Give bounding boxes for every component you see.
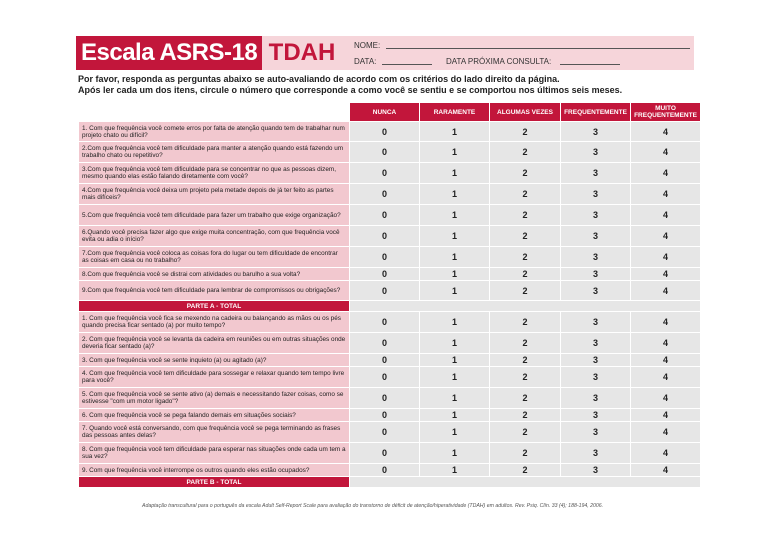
- answer-option[interactable]: 4: [631, 226, 701, 247]
- question-text: 4. Com que frequência você tem dificuldade para sossegar e relaxar quando tem tempo livre para você?: [79, 367, 350, 388]
- tdah-label: TDAH: [262, 36, 342, 70]
- question-row: [79, 388, 701, 409]
- answer-option[interactable]: 3: [561, 422, 631, 443]
- answer-option[interactable]: 4: [631, 409, 701, 422]
- answer-option[interactable]: 2: [490, 367, 561, 388]
- answer-option[interactable]: 4: [631, 422, 701, 443]
- total-row: [79, 301, 701, 312]
- question-text: 1. Com que frequência você fica se mexendo na cadeira ou balançando as mãos ou os pés quando precisa ficar sentado (a) por muito tempo?: [79, 312, 350, 333]
- question-row: [79, 142, 701, 163]
- answer-option[interactable]: 1: [420, 354, 490, 367]
- answer-option[interactable]: 3: [561, 312, 631, 333]
- question-text: 8. Com que frequência você tem dificuldade para esperar nas situações onde cada um tem a sua vez?: [79, 443, 350, 464]
- answer-option[interactable]: 3: [561, 367, 631, 388]
- question-text: 5.Com que frequência você tem dificuldade para fazer um trabalho que exige organização?: [79, 205, 350, 226]
- question-text: 4.Com que frequência você deixa um projeto pela metade depois de já ter feito as partes mais difíceis?: [79, 184, 350, 205]
- answer-option[interactable]: 3: [561, 443, 631, 464]
- answer-option[interactable]: 2: [490, 333, 561, 354]
- question-row: [79, 312, 701, 333]
- answer-option[interactable]: 2: [490, 464, 561, 477]
- answer-option[interactable]: 3: [561, 247, 631, 268]
- answer-option[interactable]: 4: [631, 333, 701, 354]
- question-row: [79, 281, 701, 301]
- column-header: FREQUENTEMENTE: [561, 103, 631, 122]
- answer-option[interactable]: 0: [350, 388, 420, 409]
- question-text: 5. Com que frequência você se sente ativo (a) demais e necessitando fazer coisas, como se estivesse "com um motor ligado"?: [79, 388, 350, 409]
- answer-option[interactable]: 4: [631, 367, 701, 388]
- answer-option[interactable]: 4: [631, 142, 701, 163]
- total-row: [79, 477, 701, 488]
- answer-option[interactable]: 2: [490, 163, 561, 184]
- instructions-line-2: Após ler cada um dos itens, circule o número que corresponde a como você se sentiu e se comportou nos últimos seis meses.: [78, 85, 623, 95]
- next-appointment-field[interactable]: [560, 64, 620, 65]
- question-row: [79, 247, 701, 268]
- total-field[interactable]: [350, 477, 701, 488]
- answer-option[interactable]: 4: [631, 443, 701, 464]
- question-row: [79, 184, 701, 205]
- answer-option[interactable]: 3: [561, 268, 631, 281]
- answer-option[interactable]: 1: [420, 367, 490, 388]
- answer-option[interactable]: 0: [350, 312, 420, 333]
- question-row: [79, 422, 701, 443]
- answer-option[interactable]: 3: [561, 122, 631, 142]
- answer-option[interactable]: 2: [490, 122, 561, 142]
- scale-title: Escala ASRS-18: [76, 36, 262, 70]
- answer-option[interactable]: 1: [420, 247, 490, 268]
- question-row: [79, 268, 701, 281]
- date-label: DATA:: [354, 57, 377, 66]
- answer-option[interactable]: 1: [420, 184, 490, 205]
- question-text: 2. Com que frequência você se levanta da cadeira em reuniões ou em outras situações onde deveria ficar sentado (a)?: [79, 333, 350, 354]
- answer-option[interactable]: 1: [420, 205, 490, 226]
- answer-option[interactable]: 1: [420, 122, 490, 142]
- answer-option[interactable]: 2: [490, 281, 561, 301]
- answer-option[interactable]: 3: [561, 409, 631, 422]
- question-text: 7.Com que frequência você coloca as coisas fora do lugar ou tem dificuldade de encontrar as coisas em casa ou no trabalho?: [79, 247, 350, 268]
- answer-option[interactable]: 1: [420, 409, 490, 422]
- answer-option[interactable]: 2: [490, 422, 561, 443]
- question-row: [79, 163, 701, 184]
- question-row: [79, 333, 701, 354]
- answer-option[interactable]: 4: [631, 184, 701, 205]
- answer-option[interactable]: 1: [420, 422, 490, 443]
- total-field[interactable]: [350, 301, 701, 312]
- answer-option[interactable]: 3: [561, 333, 631, 354]
- answer-option[interactable]: 0: [350, 247, 420, 268]
- column-header: MUITO FREQUENTEMENTE: [631, 103, 701, 122]
- answer-option[interactable]: 1: [420, 226, 490, 247]
- answer-option[interactable]: 4: [631, 122, 701, 142]
- answer-option[interactable]: 4: [631, 268, 701, 281]
- answer-option[interactable]: 3: [561, 388, 631, 409]
- header-spacer: [79, 103, 350, 122]
- answer-option[interactable]: 4: [631, 312, 701, 333]
- question-row: [79, 205, 701, 226]
- answer-option[interactable]: 0: [350, 422, 420, 443]
- answer-option[interactable]: 0: [350, 163, 420, 184]
- answer-option[interactable]: 1: [420, 388, 490, 409]
- question-text: 3. Com que frequência você se sente inquieto (a) ou agitado (a)?: [79, 354, 350, 367]
- answer-option[interactable]: 4: [631, 205, 701, 226]
- answer-option[interactable]: 0: [350, 142, 420, 163]
- question-text: 9. Com que frequência você interrompe os outros quando eles estão ocupados?: [79, 464, 350, 477]
- question-text: 6.Quando você precisa fazer algo que exige muita concentração, com que frequência você evita ou adia o início?: [79, 226, 350, 247]
- answer-option[interactable]: 4: [631, 388, 701, 409]
- answer-option[interactable]: 1: [420, 443, 490, 464]
- question-text: 9.Com que frequência você tem dificuldade para lembrar de compromissos ou obrigações?: [79, 281, 350, 301]
- answer-option[interactable]: 4: [631, 281, 701, 301]
- answer-option[interactable]: 0: [350, 367, 420, 388]
- answer-option[interactable]: 3: [561, 281, 631, 301]
- answer-option[interactable]: 3: [561, 184, 631, 205]
- answer-option[interactable]: 2: [490, 354, 561, 367]
- answer-option[interactable]: 4: [631, 163, 701, 184]
- column-header-row: [79, 103, 701, 122]
- answer-option[interactable]: 2: [490, 312, 561, 333]
- question-text: 8.Com que frequência você se distrai com atividades ou barulho a sua volta?: [79, 268, 350, 281]
- answer-option[interactable]: 0: [350, 226, 420, 247]
- answer-option[interactable]: 0: [350, 281, 420, 301]
- total-label: PARTE B - TOTAL: [79, 477, 350, 488]
- answer-option[interactable]: 2: [490, 268, 561, 281]
- instructions: [78, 74, 698, 96]
- answer-option[interactable]: 3: [561, 205, 631, 226]
- question-row: [79, 226, 701, 247]
- answer-option[interactable]: 2: [490, 142, 561, 163]
- question-row: [79, 367, 701, 388]
- question-row: [79, 122, 701, 142]
- footnote: Adaptação transcultural para o português da escala Adult Self-Report Scale para avaliação do transtorno de déficit de atenção/hiperatividade (TDAH) em adultos. Rev. Psiq. Clín. 33 (4); 188-194, 2006.: [142, 503, 604, 509]
- answer-option[interactable]: 3: [561, 163, 631, 184]
- date-field[interactable]: [382, 64, 432, 65]
- answer-option[interactable]: 2: [490, 409, 561, 422]
- answer-option[interactable]: 0: [350, 354, 420, 367]
- question-row: [79, 443, 701, 464]
- total-label: PARTE A - TOTAL: [79, 301, 350, 312]
- answer-option[interactable]: 2: [490, 226, 561, 247]
- answer-option[interactable]: 0: [350, 184, 420, 205]
- answer-option[interactable]: 0: [350, 268, 420, 281]
- answer-option[interactable]: 4: [631, 464, 701, 477]
- answer-option[interactable]: 2: [490, 388, 561, 409]
- answer-option[interactable]: 1: [420, 312, 490, 333]
- answer-option[interactable]: 2: [490, 443, 561, 464]
- answer-option[interactable]: 1: [420, 464, 490, 477]
- answer-option[interactable]: 2: [490, 247, 561, 268]
- question-row: [79, 409, 701, 422]
- answer-option[interactable]: 3: [561, 464, 631, 477]
- questionnaire-table: [78, 102, 701, 488]
- answer-option[interactable]: 3: [561, 142, 631, 163]
- column-header: NUNCA: [350, 103, 420, 122]
- answer-option[interactable]: 0: [350, 443, 420, 464]
- name-label: NOME:: [354, 41, 381, 50]
- answer-option[interactable]: 0: [350, 464, 420, 477]
- answer-option[interactable]: 4: [631, 354, 701, 367]
- instructions-line-1: Por favor, responda as perguntas abaixo se auto-avaliando de acordo com os critérios do lado direito da página.: [78, 74, 560, 84]
- question-text: 6. Com que frequência você se pega falando demais em situações sociais?: [79, 409, 350, 422]
- column-header: ALGUMAS VEZES: [490, 103, 561, 122]
- answer-option[interactable]: 1: [420, 142, 490, 163]
- answer-option[interactable]: 0: [350, 122, 420, 142]
- answer-option[interactable]: 0: [350, 409, 420, 422]
- answer-option[interactable]: 1: [420, 333, 490, 354]
- answer-option[interactable]: 0: [350, 205, 420, 226]
- name-field[interactable]: [386, 48, 690, 49]
- answer-option[interactable]: 2: [490, 184, 561, 205]
- answer-option[interactable]: 2: [490, 205, 561, 226]
- patient-fields: [342, 36, 694, 70]
- answer-option[interactable]: 1: [420, 268, 490, 281]
- question-text: 3.Com que frequência você tem dificuldade para se concentrar no que as pessoas dizem, mesmo quando elas estão falando diretamente com você?: [79, 163, 350, 184]
- column-header: RARAMENTE: [420, 103, 490, 122]
- question-text: 2.Com que frequência você tem dificuldade para manter a atenção quando está fazendo um trabalho chato ou repetitivo?: [79, 142, 350, 163]
- question-text: 7. Quando você está conversando, com que frequência você se pega terminando as frases das pessoas antes delas?: [79, 422, 350, 443]
- answer-option[interactable]: 0: [350, 333, 420, 354]
- next-appointment-label: DATA PRÓXIMA CONSULTA:: [446, 57, 552, 66]
- answer-option[interactable]: 4: [631, 247, 701, 268]
- question-text: 1. Com que frequência você comete erros por falta de atenção quando tem de trabalhar num projeto chato ou difícil?: [79, 122, 350, 142]
- question-row: [79, 464, 701, 477]
- answer-option[interactable]: 1: [420, 281, 490, 301]
- answer-option[interactable]: 1: [420, 163, 490, 184]
- answer-option[interactable]: 3: [561, 226, 631, 247]
- question-row: [79, 354, 701, 367]
- answer-option[interactable]: 3: [561, 354, 631, 367]
